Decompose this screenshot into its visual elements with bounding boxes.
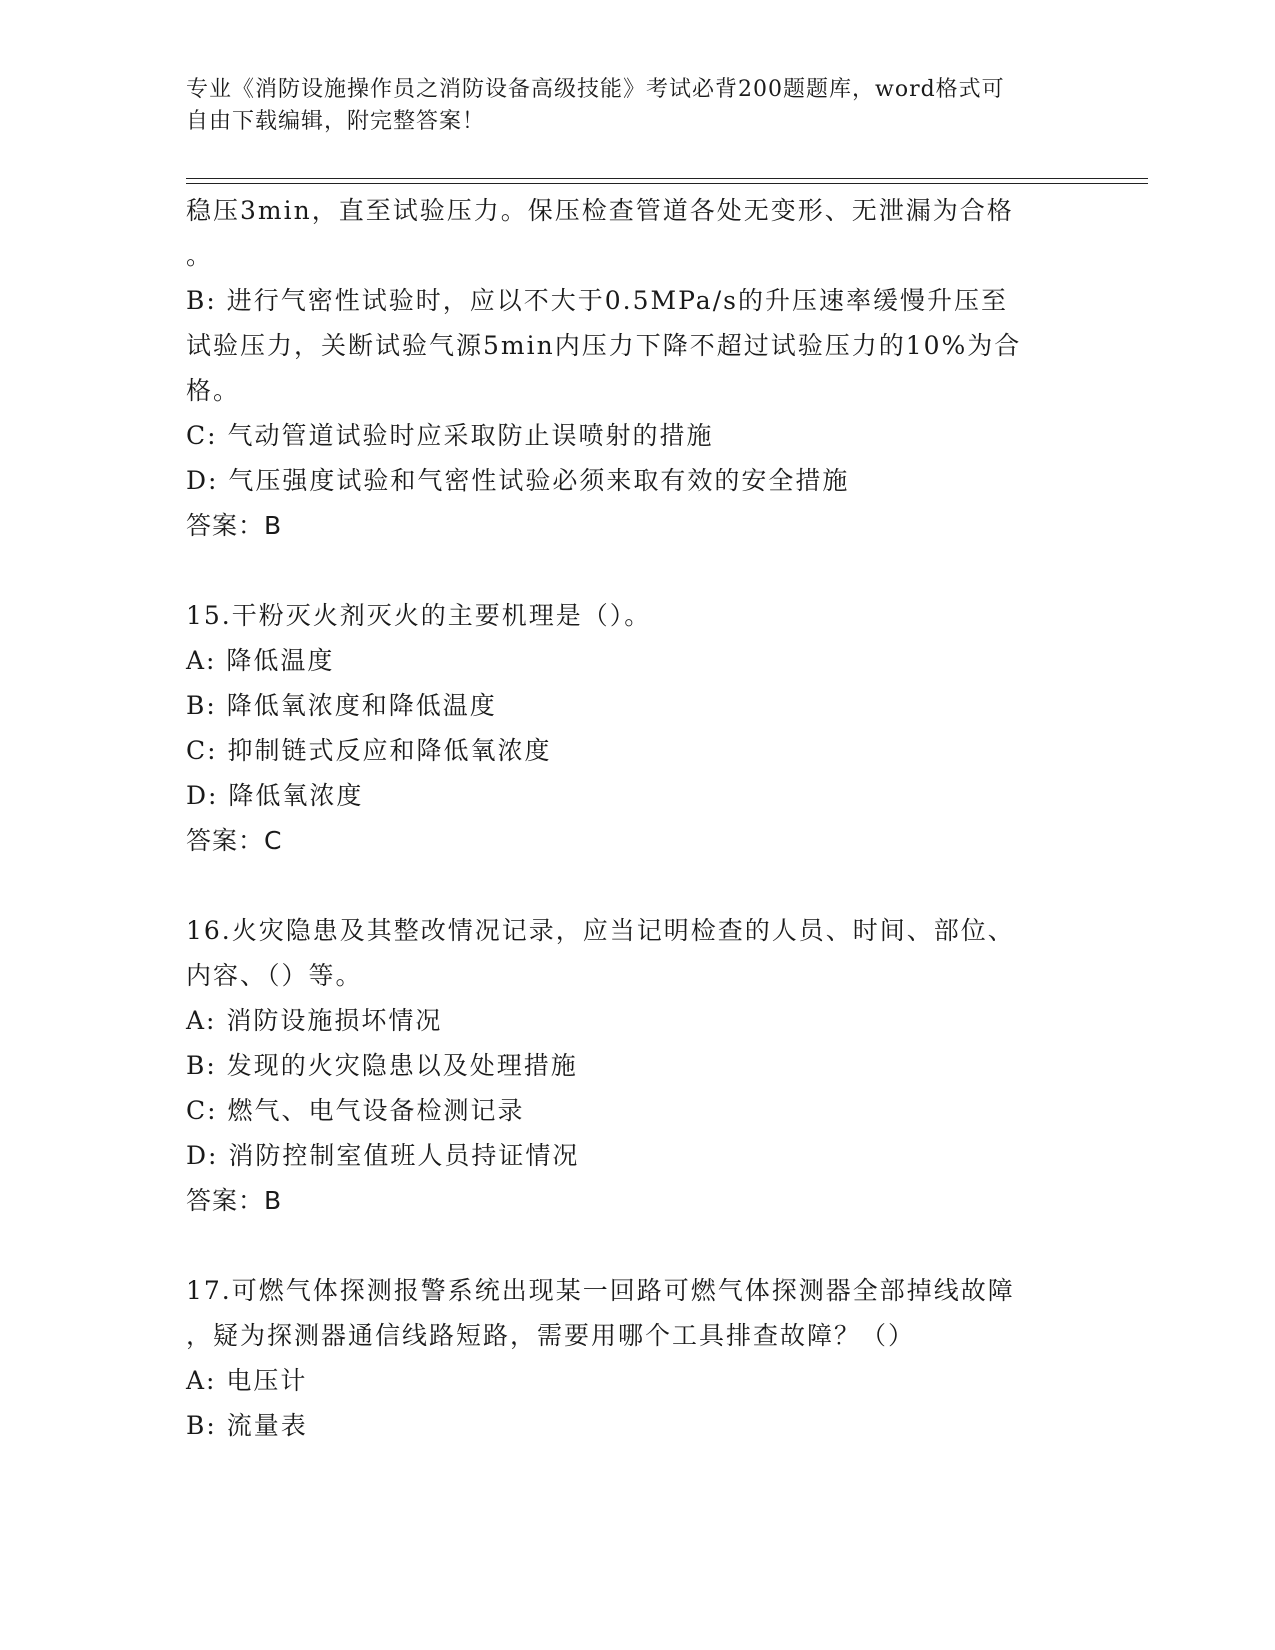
option-c: C: 抑制链式反应和降低氧浓度: [186, 736, 552, 765]
answer: 答案：B: [186, 511, 283, 540]
option-a: A: 降低温度: [186, 646, 335, 675]
spacer: [186, 548, 1066, 593]
option-b: B: 进行气密性试验时，应以不大于0.5MPa/s的升压速率缓慢升压至: [186, 286, 1008, 315]
option-b: B: 流量表: [186, 1411, 308, 1440]
question-stem-line: 内容、（）等。: [186, 961, 363, 990]
option-b-text-line: 试验压力，关断试验气源5min内压力下降不超过试验压力的10%为合: [186, 331, 1022, 360]
question-stem: 17.可燃气体探测报警系统出现某一回路可燃气体探测器全部掉线故障: [186, 1276, 1015, 1305]
spacer: [186, 1223, 1066, 1268]
option-c: C: 燃气、电气设备检测记录: [186, 1096, 525, 1125]
option-d: D: 消防控制室值班人员持证情况: [186, 1141, 580, 1170]
question-stem: 16.火灾隐患及其整改情况记录，应当记明检查的人员、时间、部位、: [186, 916, 1015, 945]
option-d: D: 气压强度试验和气密性试验必须来取有效的安全措施: [186, 466, 850, 495]
option-a-text-line: 。: [186, 241, 214, 270]
spacer: [186, 863, 1066, 908]
option-a: A: 电压计: [186, 1366, 308, 1395]
question-16: [186, 908, 1066, 1223]
question-14-continuation: [186, 188, 1066, 548]
option-a: A: 消防设施损坏情况: [186, 1006, 443, 1035]
header-title-line-2: 自由下载编辑，附完整答案！: [186, 109, 486, 134]
document-header: [186, 74, 1066, 138]
header-title-line-1: 专业《消防设施操作员之消防设备高级技能》考试必背200题题库，word格式可: [186, 77, 1005, 102]
answer: 答案：B: [186, 1186, 283, 1215]
header-divider-top: [186, 178, 1148, 179]
option-a-text-line: 稳压3min，直至试验压力。保压检查管道各处无变形、无泄漏为合格: [186, 196, 1014, 225]
option-b-text-line: 格。: [186, 376, 241, 405]
answer: 答案：C: [186, 826, 283, 855]
option-b: B: 发现的火灾隐患以及处理措施: [186, 1051, 578, 1080]
option-d: D: 降低氧浓度: [186, 781, 364, 810]
document-body: [186, 188, 1066, 1448]
option-c: C: 气动管道试验时应采取防止误喷射的措施: [186, 421, 714, 450]
header-divider-bottom: [186, 183, 1148, 184]
question-stem: 15.干粉灭火剂灭火的主要机理是（）。: [186, 601, 652, 630]
question-17: [186, 1268, 1066, 1448]
option-b: B: 降低氧浓度和降低温度: [186, 691, 497, 720]
question-stem-line: ，疑为探测器通信线路短路，需要用哪个工具排查故障？（）: [186, 1321, 916, 1350]
question-15: [186, 593, 1066, 863]
